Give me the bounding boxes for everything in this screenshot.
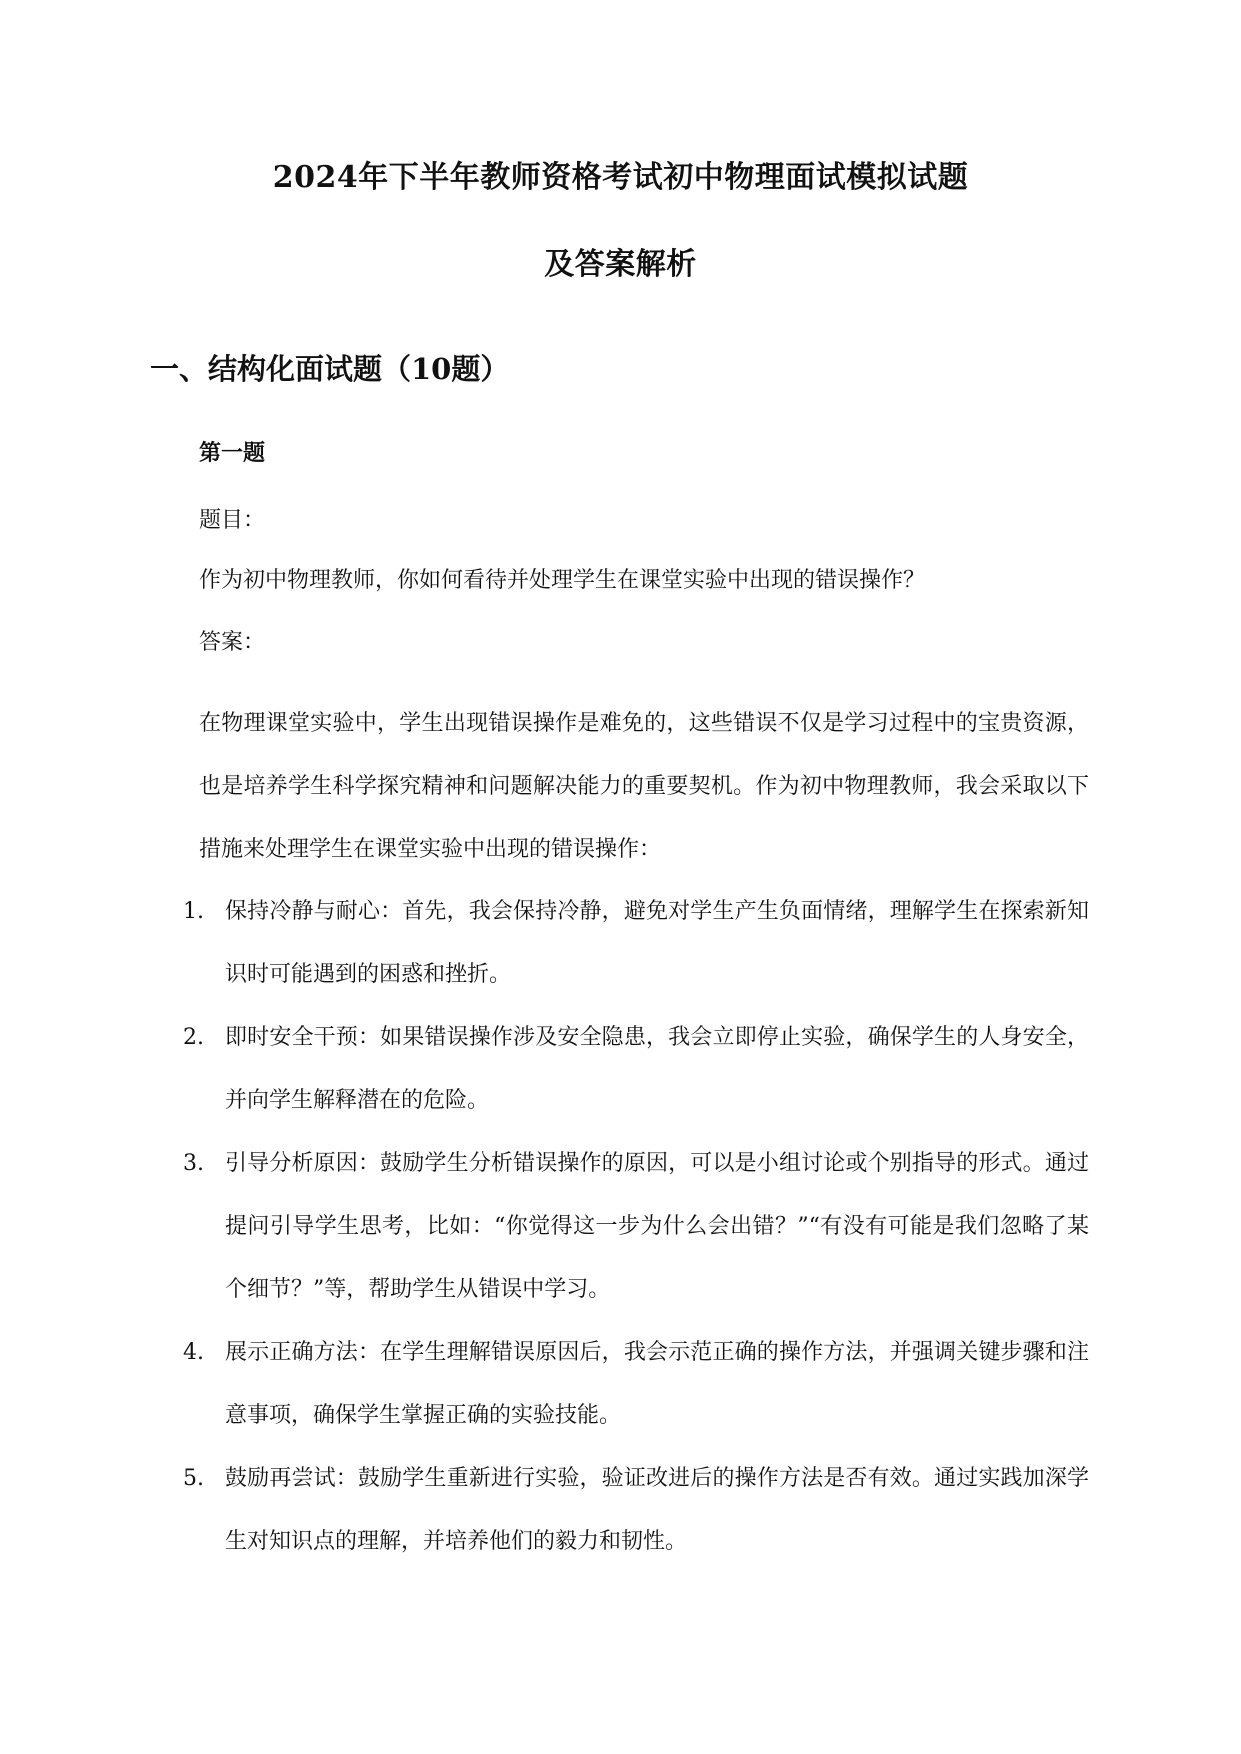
answer-points-list: [183, 880, 1089, 1573]
list-item-number: 4.: [183, 1340, 204, 1365]
document-title-line-2: 及答案解析: [544, 247, 697, 282]
list-item: [183, 880, 1089, 1006]
list-item-title: 鼓励再尝试：: [225, 1466, 358, 1491]
list-item-text: 鼓励学生重新进行实验，验证改进后的操作方法是否有效。通过实践加深学生对知识点的理解，并培养他们的毅力和韧性。: [225, 1466, 1089, 1554]
list-item: [183, 1321, 1089, 1447]
list-item-text: 在学生理解错误原因后，我会示范正确的操作方法，并强调关键步骤和注意事项，确保学生掌握正确的实验技能。: [225, 1340, 1089, 1428]
list-item-title: 即时安全干预：: [225, 1025, 381, 1050]
list-item-number: 1.: [183, 899, 204, 924]
prompt-label: 题目：: [199, 508, 266, 533]
list-item-text: 首先，我会保持冷静，避免对学生产生负面情绪，理解学生在探索新知识时可能遇到的困惑和挫折。: [225, 899, 1089, 987]
list-item: [183, 1132, 1089, 1321]
list-item: [183, 1006, 1089, 1132]
document-title-line-1: 2024年下半年教师资格考试初中物理面试模拟试题: [272, 160, 969, 195]
list-item-text: 如果错误操作涉及安全隐患，我会立即停止实验，确保学生的人身安全，并向学生解释潜在的危险。: [225, 1025, 1089, 1113]
prompt-text: 作为初中物理教师，你如何看待并处理学生在课堂实验中出现的错误操作？: [199, 568, 926, 593]
list-item: [183, 1447, 1089, 1573]
list-item-number: 2.: [183, 1025, 204, 1050]
answer-intro: 在物理课堂实验中，学生出现错误操作是难免的，这些错误不仅是学习过程中的宝贵资源，也是培养学生科学探究精神和问题解决能力的重要契机。作为初中物理教师，我会采取以下措施来处理学生在课堂实验中出现的错误操作：: [199, 711, 1089, 862]
section-heading: 一、结构化面试题（10题）: [150, 352, 510, 386]
list-item-number: 5.: [183, 1466, 204, 1491]
list-item-text: 鼓励学生分析错误操作的原因，可以是小组讨论或个别指导的形式。通过提问引导学生思考，比如：“你觉得这一步为什么会出错？”“有没有可能是我们忽略了某个细节？”等，帮助学生从错误中学习。: [225, 1151, 1089, 1302]
list-item-number: 3.: [183, 1151, 204, 1176]
list-item-title: 展示正确方法：: [225, 1340, 381, 1365]
list-item-title: 引导分析原因：: [225, 1151, 381, 1176]
answer-label: 答案：: [199, 630, 266, 655]
question-heading: 第一题: [199, 440, 266, 466]
list-item-title: 保持冷静与耐心：: [225, 899, 403, 924]
